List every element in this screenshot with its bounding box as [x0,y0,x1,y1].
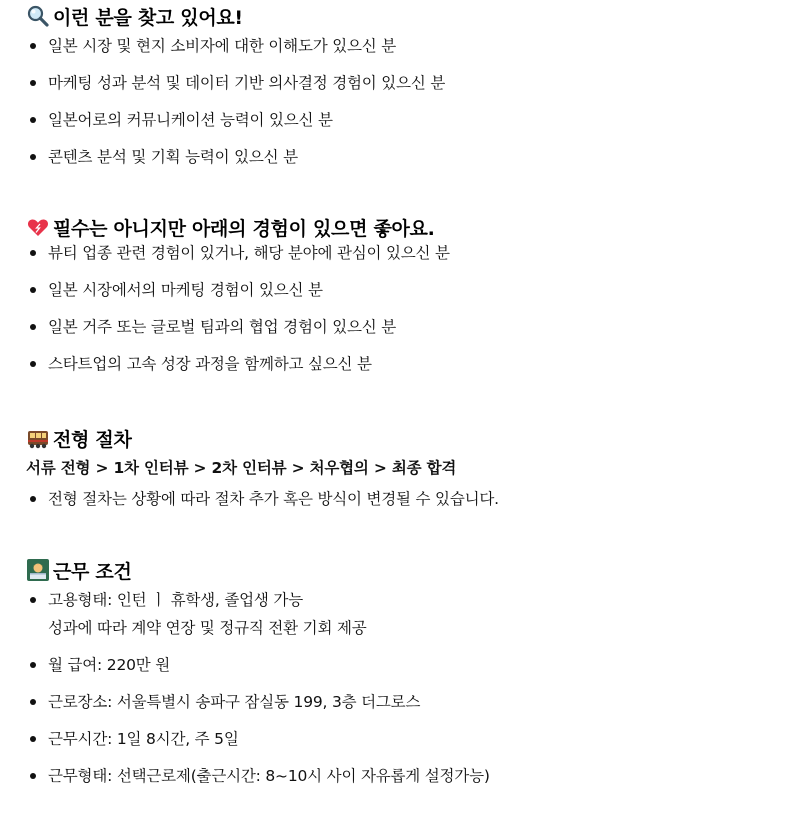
list-item: 일본 시장 및 현지 소비자에 대한 이해도가 있으신 분 [26,36,777,73]
list-item: 마케팅 성과 분석 및 데이터 기반 의사결정 경험이 있으신 분 [26,73,777,110]
list-item: 전형 절차는 상황에 따라 절차 추가 혹은 방식이 변경될 수 있습니다. [26,489,777,526]
list-item: 근로장소: 서울특별시 송파구 잠실동 199, 3층 더그로스 [26,692,777,729]
list-item: 콘텐츠 분석 및 기획 능력이 있으신 분 [26,147,777,184]
list-item: 고용형태: 인턴 ㅣ 휴학생, 졸업생 가능 성과에 따라 계약 연장 및 정규직 전환 기회 제공 [26,590,777,655]
list-item: 뷰티 업종 관련 경험이 있거나, 해당 분야에 관심이 있으신 분 [26,243,777,280]
process-list [26,489,777,526]
list-item: 근무형태: 선택근로제(출근시간: 8~10시 사이 자유롭게 설정가능) [26,766,777,803]
preferred-section [26,214,777,391]
conditions-list [26,590,777,803]
looking-for-section [26,3,777,184]
preferred-heading [26,214,777,240]
looking-for-list [26,36,777,184]
process-heading [26,425,777,451]
magnifying-glass-icon [26,4,50,28]
conditions-heading [26,557,777,583]
preferred-title: 필수는 아니지만 아래의 경험이 있으면 좋아요. [53,217,435,240]
list-item: 일본 거주 또는 글로벌 팀과의 협업 경험이 있으신 분 [26,317,777,354]
list-item: 일본 시장에서의 마케팅 경험이 있으신 분 [26,280,777,317]
train-icon [26,426,50,450]
process-section [26,425,777,526]
list-item: 월 급여: 220만 원 [26,655,777,692]
process-steps: 서류 전형 > 1차 인터뷰 > 2차 인터뷰 > 처우협의 > 최종 합격 [26,459,457,477]
looking-for-title: 이런 분을 찾고 있어요! [53,6,243,29]
process-title: 전형 절차 [53,428,132,451]
office-worker-icon [26,558,50,582]
preferred-list [26,243,777,391]
list-item: 일본어로의 커뮤니케이션 능력이 있으신 분 [26,110,777,147]
list-item: 근무시간: 1일 8시간, 주 5일 [26,729,777,766]
conditions-title: 근무 조건 [53,560,132,583]
looking-for-heading [26,3,777,29]
heart-icon [26,215,50,239]
list-item: 스타트업의 고속 성장 과정을 함께하고 싶으신 분 [26,354,777,391]
conditions-section [26,557,777,803]
